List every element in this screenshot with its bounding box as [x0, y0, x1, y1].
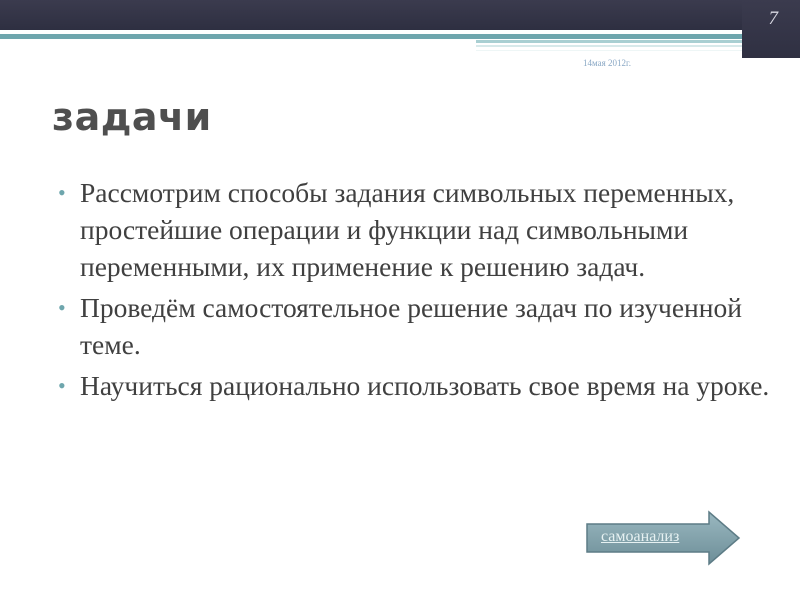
slide-date: 14мая 2012г. [583, 58, 631, 68]
slide-title: задачи [52, 95, 212, 139]
samoanaliz-link[interactable]: самоанализ [601, 528, 680, 545]
bullet-dot-icon: • [58, 373, 66, 398]
bullet-item [58, 174, 778, 285]
accent-stripe-lightest [476, 50, 742, 51]
accent-stripe-light [476, 40, 742, 43]
accent-stripe-lighter [476, 45, 742, 47]
bullet-list [58, 174, 778, 408]
bullet-dot-icon: • [58, 180, 66, 205]
top-banner [0, 0, 800, 30]
page-number: 7 [768, 8, 778, 29]
bullet-item [58, 367, 778, 404]
page-number-tab [742, 0, 800, 58]
bullet-item [58, 289, 778, 363]
accent-stripe [0, 34, 742, 39]
bullet-text: Научиться рационально использовать свое время на уроке. [80, 370, 770, 401]
bullet-text: Рассмотрим способы задания символьных переменных, простейшие операции и функции над символьными переменными, их применение к решению задач. [80, 177, 735, 282]
bullet-dot-icon: • [58, 295, 66, 320]
bullet-text: Проведём самостоятельное решение задач по изученной теме. [80, 292, 742, 360]
